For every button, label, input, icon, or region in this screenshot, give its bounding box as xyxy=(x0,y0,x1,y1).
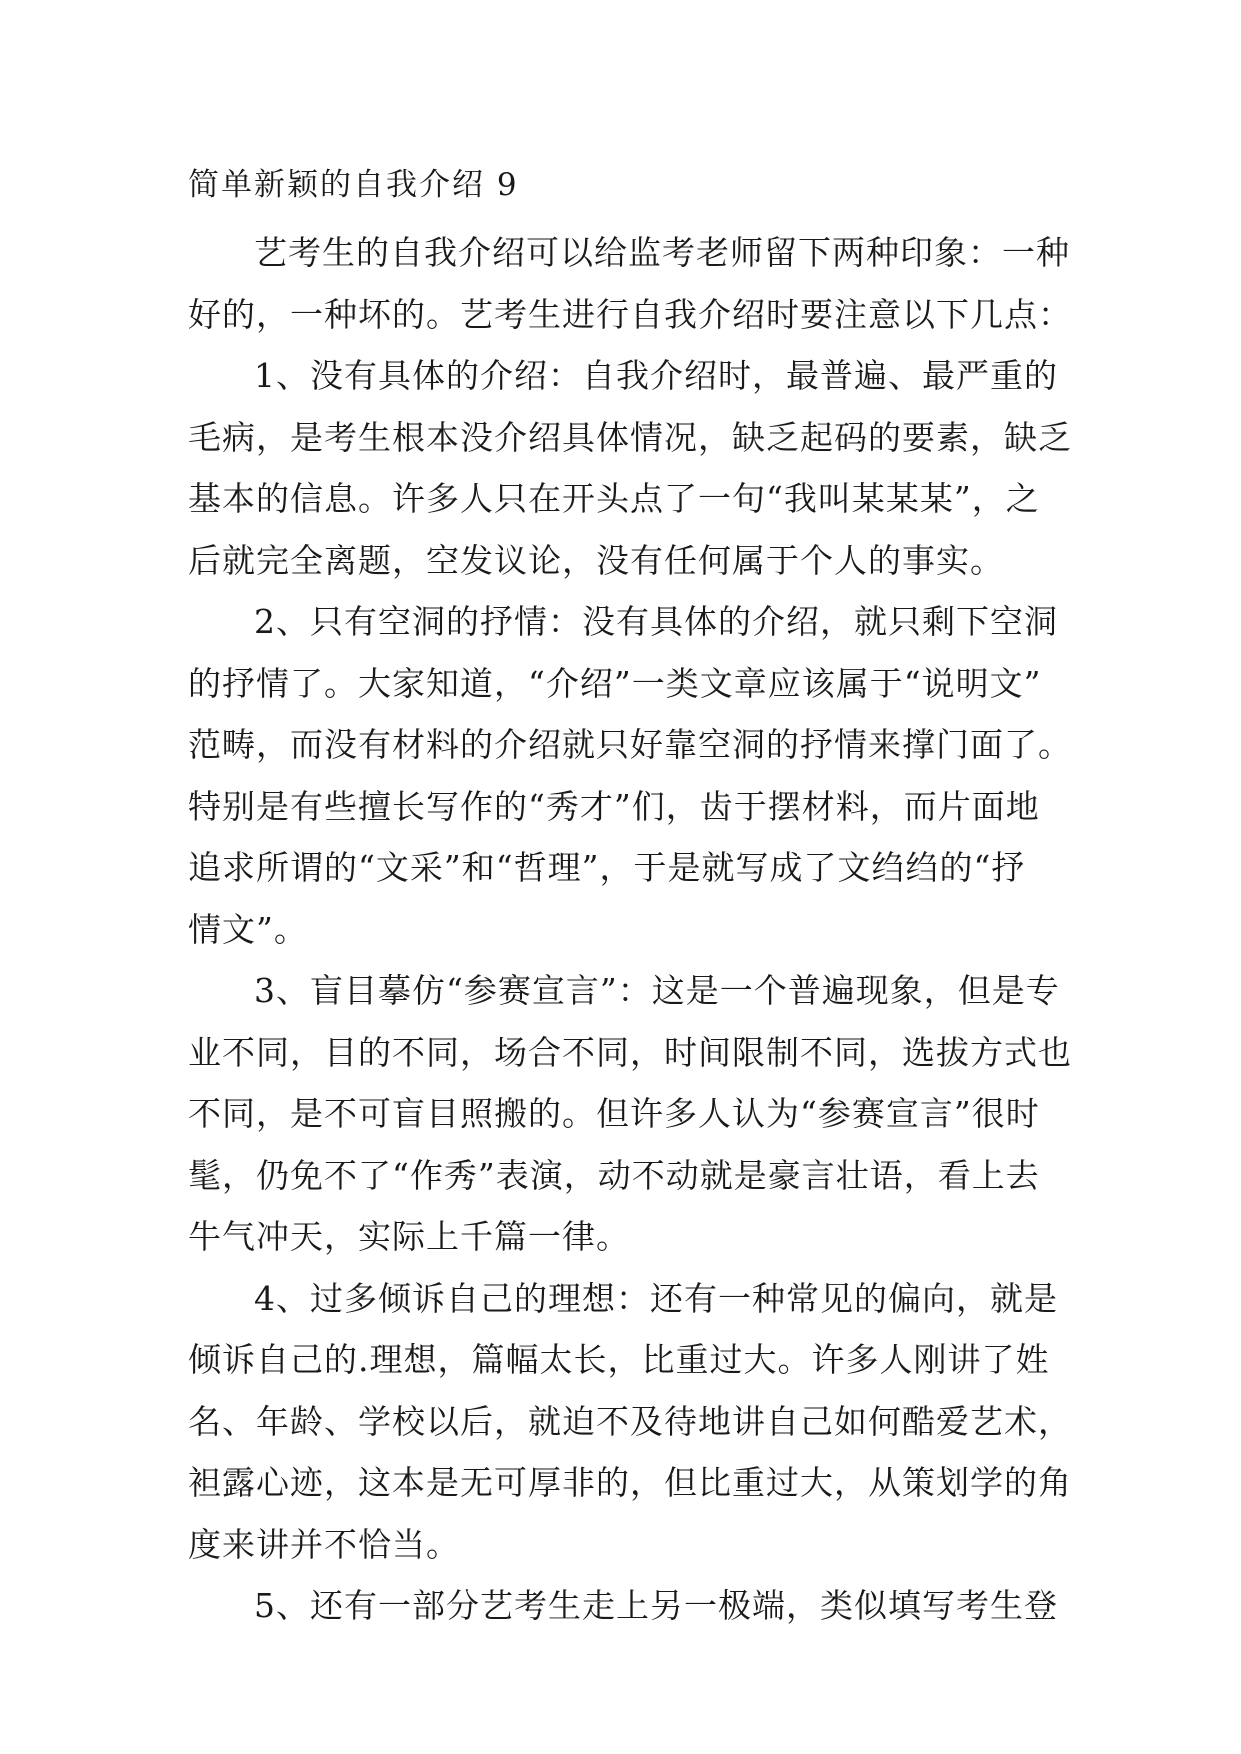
text-line: 好的，一种坏的。艺考生进行自我介绍时要注意以下几点： xyxy=(188,294,1072,334)
text-line: 毛病，是考生根本没介绍具体情况，缺乏起码的要素，缺乏 xyxy=(188,417,1072,457)
text-line: 3、盲目摹仿“参赛宣言”：这是一个普遍现象，但是专 xyxy=(254,971,1060,1010)
paragraph-point-5 xyxy=(188,1575,1068,1637)
text-line: 后就完全离题，空发议论，没有任何属于个人的事实。 xyxy=(188,540,1004,580)
paragraph-point-2 xyxy=(188,591,1072,960)
text-line: 追求所谓的“文采”和“哲理”，于是就写成了文绉绉的“抒 xyxy=(188,848,1026,887)
text-line: 不同，是不可盲目照搬的。但许多人认为“参赛宣言”很时 xyxy=(188,1094,1040,1133)
text-line: 名、年龄、学校以后，就迫不及待地讲自己如何酷爱艺术， xyxy=(188,1401,1072,1441)
text-line: 的抒情了。大家知道，“介绍”一类文章应该属于“说明文” xyxy=(188,663,1042,703)
text-line: 基本的信息。许多人只在开头点了一句“我叫某某某”，之 xyxy=(188,479,1040,518)
text-line: 4、过多倾诉自己的理想：还有一种常见的偏向，就是 xyxy=(254,1278,1058,1318)
document-body xyxy=(188,222,1072,1637)
text-line: 艺考生的自我介绍可以给监考老师留下两种印象：一种 xyxy=(254,233,1070,272)
text-line: 5、还有一部分艺考生走上另一极端，类似填写考生登 xyxy=(254,1586,1058,1625)
text-line: 1、没有具体的介绍：自我介绍时，最普遍、最严重的 xyxy=(254,356,1058,395)
text-line: 牛气冲天，实际上千篇一律。 xyxy=(188,1217,630,1256)
text-line: 袒露心迹，这本是无可厚非的，但比重过大，从策划学的角 xyxy=(188,1463,1072,1502)
text-line: 髦，仍免不了“作秀”表演，动不动就是豪言壮语，看上去 xyxy=(188,1155,1040,1195)
text-line: 特别是有些擅长写作的“秀才”们，齿于摆材料，而片面地 xyxy=(188,786,1040,826)
paragraph-point-1 xyxy=(188,345,1072,591)
paragraph-point-4 xyxy=(188,1268,1072,1576)
text-line: 业不同，目的不同，场合不同，时间限制不同，选拔方式也 xyxy=(188,1032,1072,1072)
text-line: 倾诉自己的.理想，篇幅太长，比重过大。许多人刚讲了姓 xyxy=(188,1340,1050,1379)
text-line: 2、只有空洞的抒情：没有具体的介绍，就只剩下空洞 xyxy=(254,602,1058,641)
text-line: 情文”。 xyxy=(188,909,308,949)
paragraph-intro xyxy=(188,222,1072,345)
document-title: 简单新颖的自我介绍 9 xyxy=(188,167,519,203)
text-line: 范畴，而没有材料的介绍就只好靠空洞的抒情来撑门面了。 xyxy=(188,725,1072,764)
text-line: 度来讲并不恰当。 xyxy=(188,1524,460,1564)
paragraph-point-3 xyxy=(188,960,1072,1268)
